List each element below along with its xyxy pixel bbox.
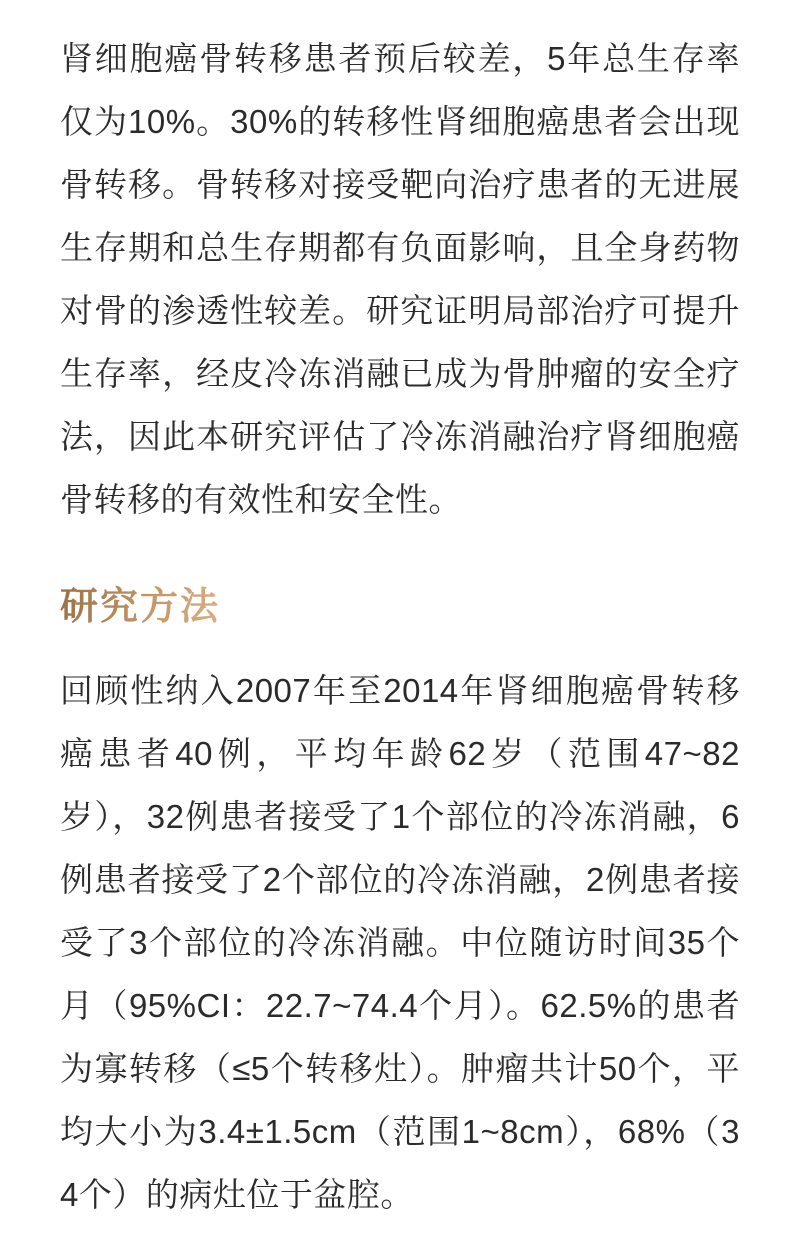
section-heading-methods: 研究方法 (60, 583, 220, 631)
intro-paragraph: 肾细胞癌骨转移患者预后较差，5年总生存率仅为10%。30%的转移性肾细胞癌患者会出现骨转移。骨转移对接受靶向治疗患者的无进展生存期和总生存期都有负面影响，且全身药物对骨的渗透性较差。研究证明局部治疗可提升生存率，经皮冷冻消融已成为骨肿瘤的安全疗法，因此本研究评估了冷冻消融治疗肾细胞癌骨转移的有效性和安全性。 (60, 40, 740, 518)
section-heading-row (60, 531, 740, 659)
methods-paragraph: 回顾性纳入2007年至2014年肾细胞癌骨转移癌患者40例，平均年龄62岁（范围47~82岁），32例患者接受了1个部位的冷冻消融，6例患者接受了2个部位的冷冻消融，2例患者接受了3个部位的冷冻消融。中位随访时间35个月（95%CI：22.7~74.4个月）。62.5%的患者为寡转移（≤5个转移灶）。肿瘤共计50个，平均大小为3.4±1.5cm（范围1~8cm），68%（34个）的病灶位于盆腔。 (60, 672, 740, 1213)
